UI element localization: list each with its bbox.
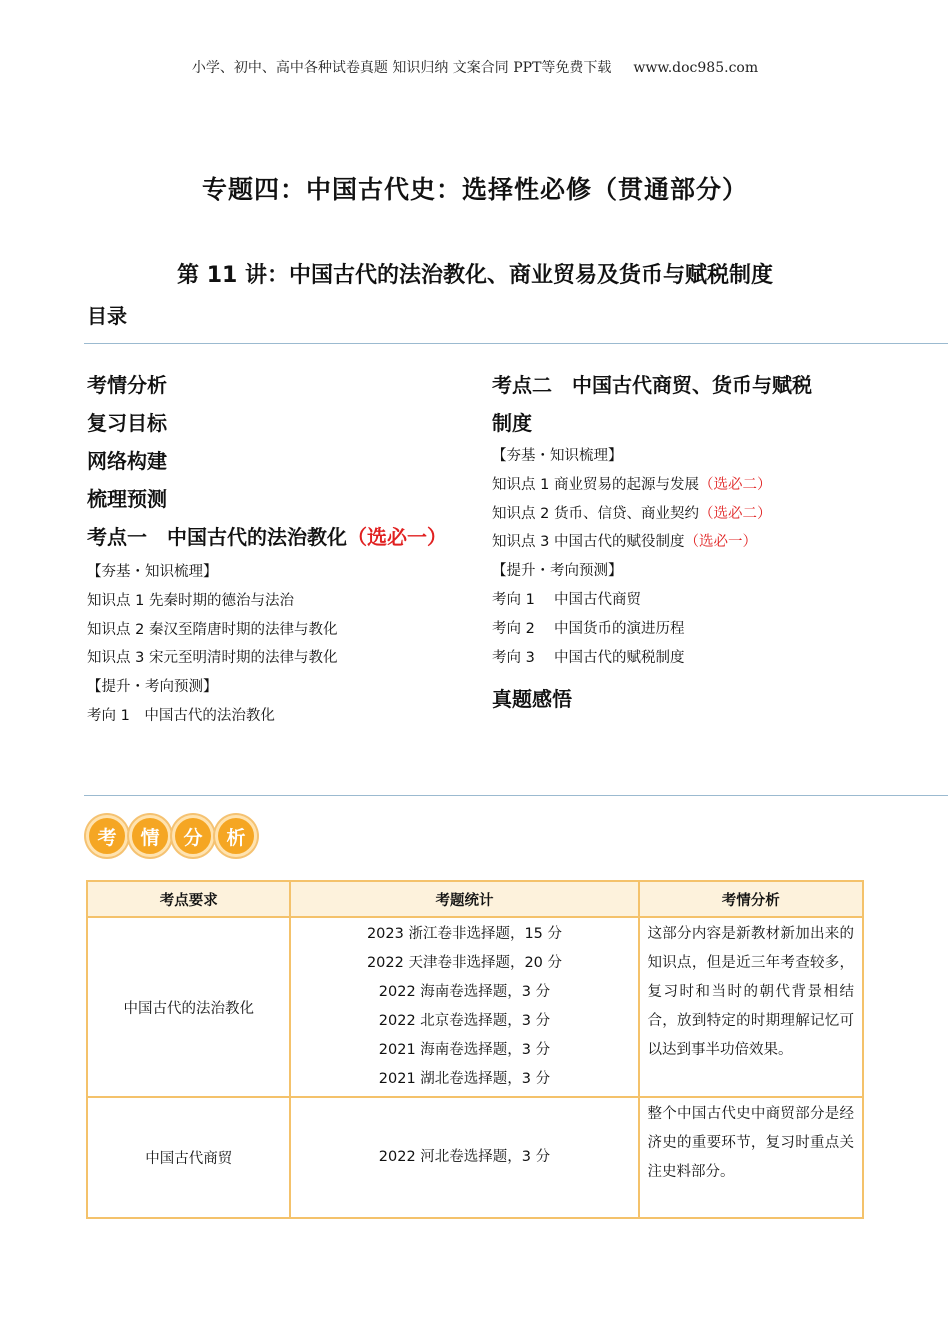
- section-label-tisheng: 【提升・考向预测】: [492, 563, 623, 580]
- toc-kaoxiang-item[interactable]: 考向 2 中国货币的演进历程: [492, 620, 685, 637]
- stats-line: 2021 湖北卷选择题，3 分: [378, 1071, 551, 1087]
- toc-kaodian-2-cont[interactable]: 制度: [492, 411, 532, 435]
- toc-zhishi-item[interactable]: 知识点 1 先秦时期的德治与法治: [87, 592, 294, 609]
- table-header-row: [87, 881, 863, 917]
- badge-char: 考: [86, 815, 128, 857]
- table-header-cell: 考点要求: [87, 881, 290, 917]
- toc-kaoxiang-item[interactable]: 考向 3 中国古代的赋税制度: [492, 649, 685, 666]
- requirement-cell: 中国古代商贸: [87, 1097, 290, 1218]
- toc-zhishi-item[interactable]: [492, 528, 892, 557]
- toc-kaodian-2[interactable]: 考点二 中国古代商贸、货币与赋税: [492, 373, 812, 397]
- kaodian-1-label: 考点一 中国古代的法治教化: [87, 525, 347, 549]
- section-label-jichu: 【夯基・知识梳理】: [87, 564, 218, 580]
- zhishi-text: 知识点 3 中国古代的赋役制度: [492, 534, 685, 551]
- page-title: 专题四：中国古代史：选择性必修（贯通部分）: [201, 175, 748, 204]
- zhishi-tag: （选必二）: [698, 505, 772, 522]
- toc-zhishi-item[interactable]: [492, 500, 892, 529]
- toc-zhishi-item[interactable]: 知识点 3 宋元至明清时期的法律与教化: [87, 650, 338, 667]
- stats-cell: [290, 917, 638, 1097]
- toc-kaoxiang-item[interactable]: 考向 1 中国古代的法治教化: [87, 707, 275, 724]
- table-row: [87, 917, 863, 1097]
- toc-left-column: [87, 366, 457, 731]
- table-header-cell: 考情分析: [639, 881, 863, 917]
- page-header: [0, 57, 950, 77]
- toc-zhenti[interactable]: 真题感悟: [492, 687, 572, 712]
- header-url[interactable]: www.doc985.com: [633, 60, 759, 76]
- analysis-table: [86, 880, 864, 1219]
- toc-zhishi-item[interactable]: 知识点 2 秦汉至隋唐时期的法律与教化: [87, 621, 338, 638]
- analysis-cell: 整个中国古代史中商贸部分是经济史的重要环节，复习时重点关注史料部分。: [639, 1097, 863, 1218]
- section-label-tisheng: 【提升・考向预测】: [87, 679, 218, 696]
- divider-bottom: [84, 795, 948, 796]
- table-row: [87, 1097, 863, 1218]
- table-header-cell: 考题统计: [290, 881, 638, 917]
- page-subtitle: 第 11 讲：中国古代的法治教化、商业贸易及货币与赋税制度: [177, 263, 773, 288]
- zhishi-text: 知识点 1 商业贸易的起源与发展: [492, 476, 699, 493]
- stats-line: 2022 天津卷非选择题，20 分: [366, 955, 563, 971]
- toc-heading: 目录: [87, 304, 127, 328]
- toc-item[interactable]: 考情分析: [87, 373, 167, 397]
- stats-line: 2022 北京卷选择题，3 分: [378, 1013, 551, 1029]
- section-label-jichu: 【夯基・知识梳理】: [492, 448, 623, 464]
- stats-line: 2023 浙江卷非选择题，15 分: [366, 926, 563, 942]
- section-badge-kaoqing: [86, 815, 258, 857]
- toc-item[interactable]: 网络构建: [87, 449, 167, 473]
- kaodian-1-tag: （选必一）: [347, 525, 447, 549]
- analysis-cell: 这部分内容是新教材新加出来的知识点，但是近三年考查较多，复习时和当时的朝代背景相结合，放到特定的时期理解记忆可以达到事半功倍效果。: [639, 917, 863, 1097]
- badge-char: 析: [215, 815, 257, 857]
- toc-right-column: [492, 366, 892, 718]
- divider-top: [84, 343, 948, 344]
- toc-kaoxiang-item[interactable]: 考向 1 中国古代商贸: [492, 591, 641, 608]
- toc-item[interactable]: 梳理预测: [87, 487, 167, 511]
- toc-zhishi-item[interactable]: [492, 471, 892, 500]
- zhishi-tag: （选必一）: [684, 534, 757, 551]
- zhishi-tag: （选必二）: [698, 476, 772, 493]
- badge-char: 情: [129, 815, 171, 857]
- stats-cell: [290, 1097, 638, 1218]
- stats-line: 2022 海南卷选择题，3 分: [378, 984, 551, 1000]
- requirement-cell: 中国古代的法治教化: [87, 917, 290, 1097]
- toc-item[interactable]: 复习目标: [87, 411, 167, 435]
- badge-char: 分: [172, 815, 214, 857]
- zhishi-text: 知识点 2 货币、信贷、商业契约: [492, 505, 699, 522]
- toc-kaodian-1[interactable]: [87, 518, 457, 556]
- stats-line: 2021 海南卷选择题，3 分: [378, 1042, 551, 1058]
- stats-line: 2022 河北卷选择题，3 分: [378, 1149, 551, 1165]
- header-text: 小学、初中、高中各种试卷真题 知识归纳 文案合同 PPT等免费下载: [191, 60, 612, 76]
